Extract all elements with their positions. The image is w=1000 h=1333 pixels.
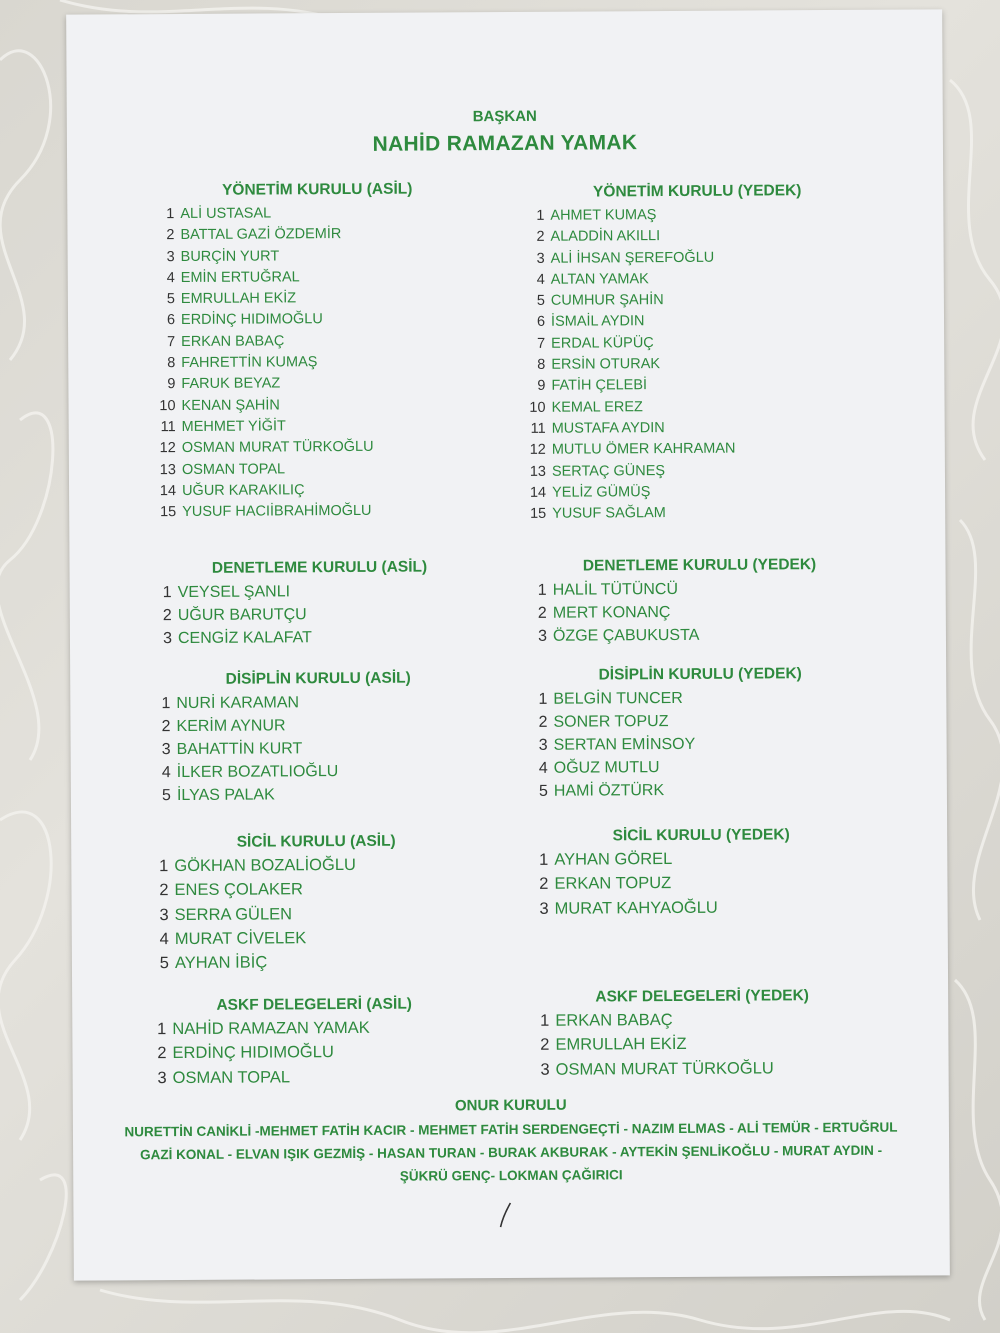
member-name: MUSTAFA AYDIN bbox=[551, 420, 665, 437]
member-number: 5 bbox=[538, 782, 548, 800]
member-number: 4 bbox=[538, 759, 548, 777]
member-item bbox=[149, 736, 489, 761]
member-number: 1 bbox=[536, 207, 545, 224]
member-item bbox=[147, 901, 487, 927]
section-disiplin-yedek bbox=[525, 665, 876, 803]
member-name: UĞUR BARUTÇU bbox=[177, 606, 307, 625]
member-number: 2 bbox=[536, 229, 545, 246]
member-number: 6 bbox=[536, 314, 546, 331]
member-item bbox=[526, 846, 876, 872]
onur-line-3: ŞÜKRÜ GENÇ- LOKMAN ÇAĞIRICI bbox=[399, 1167, 623, 1184]
member-item bbox=[150, 579, 490, 604]
member-name: YELİZ GÜMÜŞ bbox=[552, 483, 651, 501]
member-name: AHMET KUMAŞ bbox=[550, 207, 657, 224]
member-name: BATTAL GAZİ ÖZDEMİR bbox=[180, 226, 342, 244]
member-name: BELGİN TUNCER bbox=[553, 689, 683, 708]
member-name: OĞUZ MUTLU bbox=[553, 759, 660, 777]
member-name: ÖZGE ÇABUKUSTA bbox=[552, 626, 700, 645]
member-name: UĞUR KARAKILIÇ bbox=[182, 482, 305, 499]
member-item bbox=[527, 1031, 877, 1057]
member-name: EMRULLAH EKİZ bbox=[180, 290, 297, 308]
member-item bbox=[523, 374, 873, 397]
member-name: EMRULLAH EKİZ bbox=[555, 1035, 687, 1055]
section-title: YÖNETİM KURULU (YEDEK) bbox=[592, 182, 802, 201]
section-yonetim-asil bbox=[152, 180, 484, 523]
section-askf-asil bbox=[144, 995, 485, 1090]
member-item bbox=[154, 479, 484, 502]
member-number: 1 bbox=[162, 584, 172, 602]
member-item bbox=[522, 204, 872, 227]
section-yonetim-yedek bbox=[522, 182, 874, 526]
onur-line-1: NURETTİN CANİKLİ -MEHMET FATİH KACIR - MEHMET FATİH SERDENGEÇTİ - NAZIM ELMAS - ALİ TEMÜR - ERTUĞRUL bbox=[124, 1119, 898, 1140]
member-name: KENAN ŞAHİN bbox=[181, 397, 280, 414]
member-name: OSMAN MURAT TÜRKOĞLU bbox=[181, 439, 374, 457]
member-number: 12 bbox=[529, 442, 546, 459]
member-name: OSMAN MURAT TÜRKOĞLU bbox=[555, 1058, 774, 1079]
member-item bbox=[524, 481, 874, 504]
member-number: 2 bbox=[537, 604, 547, 622]
member-item bbox=[144, 1015, 484, 1041]
member-name: İSMAİL AYDIN bbox=[550, 313, 645, 331]
member-number: 7 bbox=[167, 333, 176, 350]
section-title: DENETLEME KURULU (ASİL) bbox=[211, 558, 428, 577]
member-item bbox=[150, 602, 490, 627]
member-name: HAMİ ÖZTÜRK bbox=[553, 782, 665, 800]
member-name: OSMAN TOPAL bbox=[181, 460, 286, 478]
section-title: ASKF DELEGELERİ (ASİL) bbox=[216, 995, 412, 1014]
member-item bbox=[153, 351, 483, 374]
section-title: ASKF DELEGELERİ (YEDEK) bbox=[595, 987, 809, 1006]
member-number: 2 bbox=[540, 1036, 550, 1055]
member-list bbox=[525, 577, 875, 648]
member-number: 2 bbox=[161, 718, 171, 736]
member-item bbox=[153, 287, 483, 310]
member-number: 3 bbox=[161, 741, 171, 759]
member-number: 5 bbox=[536, 292, 545, 310]
member-name: VEYSEL ŞANLI bbox=[177, 583, 291, 602]
member-name: OSMAN TOPAL bbox=[172, 1067, 291, 1087]
member-name: EMİN ERTUĞRAL bbox=[180, 269, 300, 286]
member-number: 5 bbox=[166, 291, 175, 308]
member-name: BAHATTİN KURT bbox=[176, 740, 303, 759]
section-disiplin-asil bbox=[148, 669, 489, 807]
member-item bbox=[146, 876, 486, 902]
member-item bbox=[154, 458, 484, 481]
member-item bbox=[527, 894, 877, 920]
section-title: SİCİL KURULU (YEDEK) bbox=[612, 826, 790, 845]
section-title: YÖNETİM KURULU (ASİL) bbox=[222, 180, 413, 199]
section-askf-yedek bbox=[527, 987, 878, 1082]
member-name: ERDAL KÜPÜÇ bbox=[551, 334, 654, 352]
member-item bbox=[524, 438, 874, 461]
member-item bbox=[152, 202, 482, 225]
member-item bbox=[149, 782, 489, 807]
member-item bbox=[147, 925, 487, 951]
member-number: 3 bbox=[540, 1060, 550, 1079]
member-item bbox=[523, 310, 873, 333]
member-item bbox=[523, 246, 873, 269]
member-name: KEMAL EREZ bbox=[551, 398, 643, 416]
member-name: HALİL TÜTÜNCÜ bbox=[552, 580, 679, 599]
member-number: 4 bbox=[166, 269, 175, 286]
member-item bbox=[153, 245, 483, 268]
member-number: 11 bbox=[160, 418, 176, 436]
member-item bbox=[522, 225, 872, 248]
member-number: 1 bbox=[166, 206, 175, 223]
member-name: ERDİNÇ HIDIMOĞLU bbox=[180, 311, 323, 329]
member-name: AYHAN İBİÇ bbox=[174, 953, 268, 973]
member-number: 4 bbox=[161, 764, 171, 782]
member-name: ERKAN BABAÇ bbox=[181, 333, 285, 350]
member-number: 1 bbox=[159, 857, 169, 876]
member-list bbox=[525, 686, 876, 803]
member-name: ERDİNÇ HIDIMOĞLU bbox=[172, 1043, 334, 1063]
member-number: 14 bbox=[529, 484, 547, 501]
member-item bbox=[525, 709, 875, 734]
member-name: MURAT KAHYAOĞLU bbox=[554, 898, 718, 918]
member-item bbox=[525, 600, 875, 625]
member-number: 3 bbox=[536, 250, 545, 267]
member-item bbox=[149, 759, 489, 784]
member-name: GÖKHAN BOZALİOĞLU bbox=[174, 855, 356, 876]
member-name: İLKER BOZATLIOĞLU bbox=[176, 763, 339, 782]
member-item bbox=[153, 266, 483, 289]
member-name: ERKAN TOPUZ bbox=[554, 874, 672, 894]
member-name: NURİ KARAMAN bbox=[176, 694, 300, 713]
section-title: DENETLEME KURULU (YEDEK) bbox=[582, 556, 817, 575]
section-sicil-asil bbox=[146, 832, 487, 976]
member-item bbox=[524, 417, 874, 440]
member-item bbox=[153, 394, 483, 417]
member-item bbox=[154, 436, 484, 459]
member-name: İLYAS PALAK bbox=[176, 786, 275, 805]
member-item bbox=[523, 289, 873, 312]
member-number: 3 bbox=[166, 248, 175, 265]
member-number: 11 bbox=[530, 420, 546, 437]
member-item bbox=[148, 713, 488, 738]
member-name: ALADDİN AKILLI bbox=[550, 228, 661, 246]
member-name: ERSİN OTURAK bbox=[551, 356, 661, 373]
member-item bbox=[154, 415, 484, 438]
member-list bbox=[146, 852, 487, 976]
member-number: 13 bbox=[159, 461, 176, 478]
member-number: 8 bbox=[537, 356, 546, 373]
section-denetleme-asil bbox=[149, 558, 490, 650]
member-item bbox=[154, 500, 484, 523]
member-name: ALİ USTASAL bbox=[180, 205, 272, 222]
member-name: MUTLU ÖMER KAHRAMAN bbox=[551, 440, 736, 458]
member-item bbox=[523, 268, 873, 291]
member-number: 5 bbox=[161, 787, 171, 805]
member-list bbox=[526, 846, 876, 921]
member-item bbox=[525, 686, 875, 711]
member-number: 1 bbox=[157, 1020, 167, 1039]
member-number: 8 bbox=[167, 355, 176, 372]
member-name: MURAT CİVELEK bbox=[174, 929, 307, 948]
member-item bbox=[144, 1039, 484, 1065]
member-item bbox=[153, 309, 483, 332]
member-number: 3 bbox=[539, 899, 549, 918]
member-number: 1 bbox=[538, 690, 548, 708]
member-number: 9 bbox=[167, 376, 176, 393]
section-title: SİCİL KURULU (ASİL) bbox=[236, 832, 396, 851]
member-name: ALTAN YAMAK bbox=[550, 271, 649, 288]
member-number: 2 bbox=[157, 1044, 167, 1063]
member-name: ENES ÇOLAKER bbox=[174, 880, 303, 900]
member-name: AYHAN GÖREL bbox=[554, 850, 673, 869]
onur-line-2: GAZİ KONAL - ELVAN IŞIK GEZMİŞ - HASAN TURAN - BURAK AKBURAK - AYTEKİN ŞENLİKOĞLU - MURAT AYDIN - bbox=[140, 1142, 883, 1163]
member-name: FAHRETTİN KUMAŞ bbox=[181, 354, 318, 372]
member-number: 3 bbox=[159, 905, 169, 924]
member-number: 5 bbox=[159, 954, 169, 973]
member-name: CUMHUR ŞAHİN bbox=[550, 292, 664, 309]
member-number: 13 bbox=[529, 463, 546, 480]
member-item bbox=[526, 732, 876, 757]
section-title: DİSİPLİN KURULU (YEDEK) bbox=[598, 665, 802, 684]
section-sicil-yedek bbox=[526, 826, 877, 921]
member-number: 4 bbox=[159, 929, 169, 949]
president-label: BAŞKAN bbox=[472, 107, 537, 126]
member-item bbox=[524, 459, 874, 482]
member-item bbox=[153, 373, 483, 396]
member-name: MERT KONANÇ bbox=[552, 604, 671, 622]
member-number: 2 bbox=[162, 607, 172, 625]
member-item bbox=[527, 1007, 877, 1033]
member-number: 2 bbox=[166, 227, 175, 244]
member-name: MEHMET YİĞİT bbox=[181, 418, 286, 435]
member-name: FATİH ÇELEBİ bbox=[551, 377, 648, 395]
member-number: 2 bbox=[159, 881, 169, 900]
member-name: ALİ İHSAN ŞEREFOĞLU bbox=[550, 249, 715, 267]
member-name: BURÇİN YURT bbox=[180, 247, 280, 265]
member-list bbox=[527, 1007, 877, 1082]
member-number: 3 bbox=[537, 627, 547, 645]
member-item bbox=[153, 330, 483, 353]
member-number: 1 bbox=[539, 850, 549, 869]
member-name: KERİM AYNUR bbox=[176, 717, 286, 736]
member-list bbox=[150, 579, 490, 650]
member-name: SONER TOPUZ bbox=[553, 713, 669, 731]
document-page bbox=[66, 9, 950, 1280]
member-name: SERRA GÜLEN bbox=[174, 904, 293, 924]
member-item bbox=[525, 577, 875, 602]
member-name: SERTAÇ GÜNEŞ bbox=[551, 462, 666, 480]
member-number: 15 bbox=[530, 505, 547, 523]
member-number: 2 bbox=[538, 713, 548, 731]
member-name: ERKAN BABAÇ bbox=[555, 1011, 673, 1030]
member-number: 10 bbox=[529, 399, 546, 416]
member-item bbox=[525, 623, 875, 648]
member-number: 4 bbox=[536, 271, 545, 288]
member-number: 10 bbox=[159, 397, 176, 414]
onur-title: ONUR KURULU bbox=[454, 1096, 567, 1115]
member-number: 3 bbox=[162, 630, 173, 648]
member-item bbox=[526, 870, 876, 896]
member-item bbox=[152, 223, 482, 246]
member-list bbox=[152, 202, 484, 523]
member-number: 1 bbox=[540, 1011, 550, 1030]
member-item bbox=[147, 949, 487, 975]
member-item bbox=[523, 332, 873, 355]
member-number: 12 bbox=[159, 440, 176, 457]
member-number: 7 bbox=[537, 335, 546, 352]
member-name: FARUK BEYAZ bbox=[181, 375, 281, 393]
member-name: YUSUF SAĞLAM bbox=[552, 505, 666, 522]
member-list bbox=[522, 204, 874, 526]
member-item bbox=[523, 395, 873, 418]
member-item bbox=[523, 353, 873, 376]
member-item bbox=[526, 778, 876, 803]
member-number: 3 bbox=[538, 736, 548, 754]
section-title: DİSİPLİN KURULU (ASİL) bbox=[225, 669, 411, 688]
member-name: NAHİD RAMAZAN YAMAK bbox=[172, 1018, 370, 1039]
member-name: SERTAN EMİNSOY bbox=[553, 735, 696, 754]
member-name: CENGİZ KALAFAT bbox=[177, 629, 312, 648]
member-item bbox=[524, 502, 874, 525]
member-number: 15 bbox=[159, 504, 177, 521]
member-item bbox=[528, 1055, 878, 1081]
member-item bbox=[148, 690, 488, 715]
member-item bbox=[145, 1064, 485, 1090]
president-name: NAHİD RAMAZAN YAMAK bbox=[372, 131, 638, 156]
member-number: 6 bbox=[166, 312, 176, 329]
section-denetleme-yedek bbox=[524, 556, 875, 648]
member-number: 14 bbox=[159, 482, 177, 499]
member-number: 9 bbox=[537, 378, 546, 395]
member-list bbox=[148, 690, 489, 807]
pen-mark bbox=[498, 1202, 512, 1228]
member-number: 3 bbox=[157, 1068, 167, 1087]
member-list bbox=[144, 1015, 484, 1090]
member-item bbox=[146, 852, 486, 878]
member-number: 2 bbox=[539, 875, 549, 894]
member-number: 1 bbox=[537, 581, 547, 599]
member-item bbox=[150, 625, 490, 650]
member-item bbox=[526, 755, 876, 780]
member-number: 1 bbox=[161, 695, 171, 713]
member-name: YUSUF HACIİBRAHİMOĞLU bbox=[182, 502, 372, 521]
